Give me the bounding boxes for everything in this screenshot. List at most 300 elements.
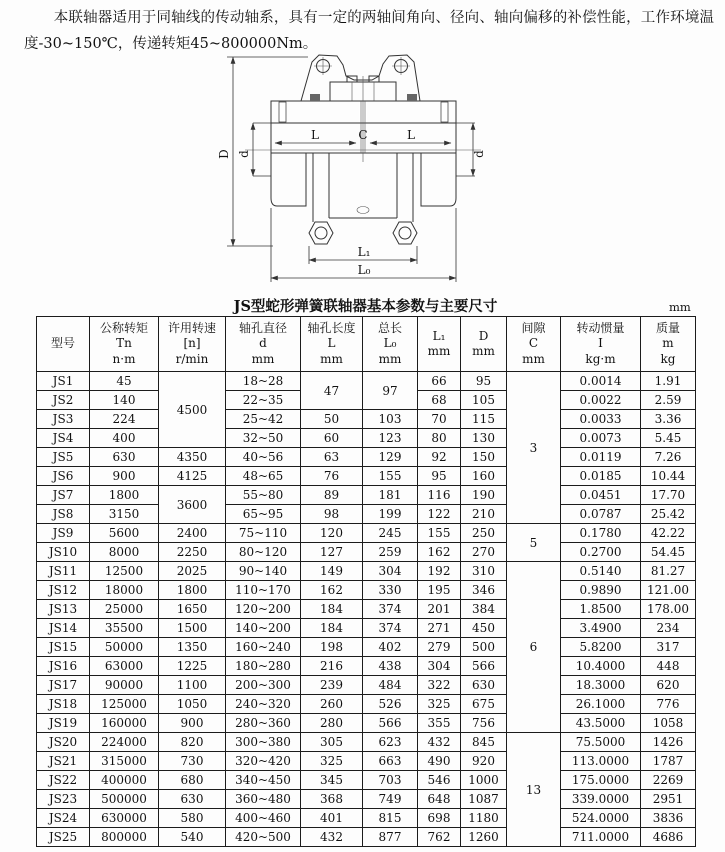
bolt-hole-left-icon [314,57,332,75]
cell-total-len: 623 [363,733,418,752]
cell-model: JS2 [37,391,90,410]
cell-l1: 279 [418,638,461,657]
col-header-inertia: 转动惯量 I kg·m [561,317,641,372]
table-row-JS21 [37,752,696,771]
bolt-hole-right-icon [392,57,410,75]
table-row-JS8 [37,505,696,524]
cell-mass: 2269 [641,771,696,790]
cell-model: JS11 [37,562,90,581]
cell-mass: 448 [641,657,696,676]
cell-model: JS3 [37,410,90,429]
cell-l1: 192 [418,562,461,581]
cell-big-d: 270 [461,543,507,562]
cell-bore-dia: 48~65 [226,467,301,486]
cell-total-len: 438 [363,657,418,676]
cell-total-len: 526 [363,695,418,714]
col-header-model: 型号 [37,317,90,372]
table-row-JS16 [37,657,696,676]
table-row-JS1 [37,372,696,391]
cell-mass: 4686 [641,828,696,847]
cell-mass: 2.59 [641,391,696,410]
cell-bore-dia: 120~200 [226,600,301,619]
bolt-right-icon [393,222,417,244]
cell-big-d: 1260 [461,828,507,847]
table-row-JS18 [37,695,696,714]
cell-big-d: 115 [461,410,507,429]
cell-l1: 355 [418,714,461,733]
col-header-l1: L₁ mm [418,317,461,372]
cell-bore-len: 305 [301,733,363,752]
table-row-JS20 [37,733,696,752]
cell-bore-len: 432 [301,828,363,847]
cell-speed: 580 [159,809,226,828]
cell-inertia: 0.5140 [561,562,641,581]
cell-torque: 35500 [90,619,159,638]
flange-section [271,94,456,123]
cell-big-d: 566 [461,657,507,676]
cell-l1: 66 [418,372,461,391]
table-row-JS24 [37,809,696,828]
cell-big-d: 500 [461,638,507,657]
cell-mass: 1787 [641,752,696,771]
cell-big-d: 675 [461,695,507,714]
col-header-bore-dia: 轴孔直径 d mm [226,317,301,372]
cell-torque: 630000 [90,809,159,828]
cell-big-d: 210 [461,505,507,524]
cell-speed: 1225 [159,657,226,676]
cell-big-d: 845 [461,733,507,752]
cell-torque: 50000 [90,638,159,657]
cell-speed: 2250 [159,543,226,562]
col-header-gap-c: 间隙 C mm [507,317,561,372]
bolt-left-icon [309,222,333,244]
cell-torque: 8000 [90,543,159,562]
cell-torque: 400 [90,429,159,448]
coupling-drawing [213,50,515,288]
cell-torque: 315000 [90,752,159,771]
cell-mass: 7.26 [641,448,696,467]
cell-model: JS16 [37,657,90,676]
cell-torque: 12500 [90,562,159,581]
cell-torque: 500000 [90,790,159,809]
cell-model: JS21 [37,752,90,771]
cell-l1: 162 [418,543,461,562]
cell-inertia: 0.0451 [561,486,641,505]
table-row-JS10 [37,543,696,562]
cell-big-d: 95 [461,372,507,391]
cell-model: JS25 [37,828,90,847]
cell-bore-len: 260 [301,695,363,714]
cell-bore-dia: 40~56 [226,448,301,467]
cell-bore-dia: 320~420 [226,752,301,771]
cell-bore-len: 162 [301,581,363,600]
cell-inertia: 43.5000 [561,714,641,733]
cell-big-d: 130 [461,429,507,448]
cell-mass: 620 [641,676,696,695]
cell-model: JS10 [37,543,90,562]
col-header-bore-len: 轴孔长度 L mm [301,317,363,372]
cell-torque: 140 [90,391,159,410]
cell-l1: 322 [418,676,461,695]
cell-inertia: 18.3000 [561,676,641,695]
cell-bore-dia: 22~35 [226,391,301,410]
header-row [37,317,696,372]
cell-big-d: 105 [461,391,507,410]
cell-l1: 304 [418,657,461,676]
cell-model: JS1 [37,372,90,391]
dim-label-d-left: d [237,150,251,158]
cell-model: JS9 [37,524,90,543]
table-row-JS11 [37,562,696,581]
cell-inertia: 3.4900 [561,619,641,638]
col-header-mass: 质量 m kg [641,317,696,372]
cell-torque: 1800 [90,486,159,505]
cell-total-len: 374 [363,619,418,638]
cell-big-d: 1087 [461,790,507,809]
cell-bore-len: 89 [301,486,363,505]
cell-inertia: 0.0022 [561,391,641,410]
cell-torque: 45 [90,372,159,391]
hub-left [271,153,306,206]
table-title: JS型蛇形弹簧联轴器基本参数与主要尺寸 [233,298,498,315]
cell-l1: 95 [418,467,461,486]
cell-inertia: 0.0185 [561,467,641,486]
cell-l1: 116 [418,486,461,505]
cell-bore-len: 98 [301,505,363,524]
cell-big-d: 630 [461,676,507,695]
cell-bore-dia: 340~450 [226,771,301,790]
cell-total-len: 484 [363,676,418,695]
cell-total-len: 815 [363,809,418,828]
cell-speed: 4500 [159,372,226,448]
dim-d-left [237,123,271,176]
spec-table-head [37,317,696,372]
cell-l1: 762 [418,828,461,847]
cell-bore-dia: 400~460 [226,809,301,828]
cell-model: JS20 [37,733,90,752]
table-row-JS22 [37,771,696,790]
cell-speed: 1100 [159,676,226,695]
cell-bore-dia: 420~500 [226,828,301,847]
cell-inertia: 0.9890 [561,581,641,600]
table-row-JS3 [37,410,696,429]
cell-bore-dia: 180~280 [226,657,301,676]
cell-big-d: 250 [461,524,507,543]
dim-label-L0: L₀ [357,263,371,277]
cell-bore-dia: 110~170 [226,581,301,600]
cell-bore-len: 216 [301,657,363,676]
cell-speed: 1800 [159,581,226,600]
cell-bore-len: 325 [301,752,363,771]
cell-mass: 1426 [641,733,696,752]
cell-bore-len: 401 [301,809,363,828]
cell-total-len: 123 [363,429,418,448]
cell-bore-len: 76 [301,467,363,486]
dim-L1 [309,245,417,264]
cell-l1: 70 [418,410,461,429]
cell-total-len: 199 [363,505,418,524]
cell-l1: 648 [418,790,461,809]
cell-model: JS22 [37,771,90,790]
cell-mass: 776 [641,695,696,714]
cell-bore-dia: 160~240 [226,638,301,657]
table-row-JS25 [37,828,696,847]
cell-speed: 1350 [159,638,226,657]
cell-torque: 224000 [90,733,159,752]
cell-bore-len: 120 [301,524,363,543]
cell-big-d: 190 [461,486,507,505]
cell-total-len: 181 [363,486,418,505]
cell-speed: 680 [159,771,226,790]
cell-gap-c: 6 [507,562,561,733]
cell-total-len: 245 [363,524,418,543]
coupling-diagram [213,50,515,288]
cell-model: JS14 [37,619,90,638]
cell-inertia: 0.1780 [561,524,641,543]
cell-inertia: 10.4000 [561,657,641,676]
cell-big-d: 756 [461,714,507,733]
dim-label-d-right: d [472,150,486,158]
cell-bore-dia: 55~80 [226,486,301,505]
table-row-JS5 [37,448,696,467]
cell-speed: 3600 [159,486,226,524]
cell-l1: 80 [418,429,461,448]
cell-inertia: 0.0014 [561,372,641,391]
cell-l1: 92 [418,448,461,467]
cell-model: JS18 [37,695,90,714]
table-row-JS6 [37,467,696,486]
cell-l1: 201 [418,600,461,619]
cell-l1: 325 [418,695,461,714]
cell-mass: 81.27 [641,562,696,581]
cell-big-d: 346 [461,581,507,600]
cell-l1: 271 [418,619,461,638]
cell-torque: 800000 [90,828,159,847]
dim-label-L1: L₁ [357,245,371,259]
unit-note: mm [669,300,691,314]
cell-mass: 3.36 [641,410,696,429]
cell-bore-dia: 360~480 [226,790,301,809]
cell-inertia: 0.2700 [561,543,641,562]
cell-torque: 18000 [90,581,159,600]
cell-mass: 3836 [641,809,696,828]
cell-bore-dia: 65~95 [226,505,301,524]
cell-bore-len: 368 [301,790,363,809]
cell-torque: 125000 [90,695,159,714]
cell-torque: 3150 [90,505,159,524]
cell-model: JS23 [37,790,90,809]
guide-columns [313,153,413,222]
cell-inertia: 0.0119 [561,448,641,467]
cell-inertia: 5.8200 [561,638,641,657]
cell-inertia: 0.0033 [561,410,641,429]
cell-bore-len: 198 [301,638,363,657]
cell-gap-c: 13 [507,733,561,847]
cell-mass: 5.45 [641,429,696,448]
cell-inertia: 26.1000 [561,695,641,714]
cell-inertia: 175.0000 [561,771,641,790]
col-header-speed: 许用转速 [n] r/min [159,317,226,372]
cell-mass: 121.00 [641,581,696,600]
cell-l1: 195 [418,581,461,600]
dim-LCL [275,128,451,143]
cell-mass: 234 [641,619,696,638]
cell-speed: 4350 [159,448,226,467]
table-row-JS19 [37,714,696,733]
cell-bore-len: 239 [301,676,363,695]
cell-big-d: 1180 [461,809,507,828]
cell-mass: 1058 [641,714,696,733]
cell-mass: 178.00 [641,600,696,619]
cell-big-d: 160 [461,467,507,486]
cell-mass: 10.44 [641,467,696,486]
cell-inertia: 711.0000 [561,828,641,847]
col-header-total-len: 总长 L₀ mm [363,317,418,372]
cell-total-len: 97 [363,372,418,410]
cell-l1: 68 [418,391,461,410]
col-header-big-d: D mm [461,317,507,372]
cell-speed: 1650 [159,600,226,619]
cell-speed: 1500 [159,619,226,638]
cell-speed: 730 [159,752,226,771]
cell-total-len: 703 [363,771,418,790]
cell-torque: 90000 [90,676,159,695]
table-row-JS7 [37,486,696,505]
col-header-torque: 公称转矩 Tn n·m [90,317,159,372]
cell-total-len: 129 [363,448,418,467]
cell-speed: 2400 [159,524,226,543]
cell-bore-len: 127 [301,543,363,562]
hub-right [421,153,456,206]
cell-torque: 5600 [90,524,159,543]
cell-mass: 54.45 [641,543,696,562]
cell-bore-len: 47 [301,372,363,410]
cell-bore-len: 280 [301,714,363,733]
cell-bore-dia: 240~320 [226,695,301,714]
cell-speed: 4125 [159,467,226,486]
cell-torque: 400000 [90,771,159,790]
dim-label-C: C [358,128,368,142]
cell-big-d: 920 [461,752,507,771]
spec-table [36,316,696,847]
table-row-JS15 [37,638,696,657]
spec-table-body [37,372,696,847]
cell-bore-dia: 280~360 [226,714,301,733]
cell-mass: 42.22 [641,524,696,543]
cell-total-len: 566 [363,714,418,733]
cell-bore-dia: 90~140 [226,562,301,581]
dim-d-right [456,123,486,176]
cell-l1: 155 [418,524,461,543]
cell-bore-dia: 80~120 [226,543,301,562]
cell-model: JS6 [37,467,90,486]
cell-l1: 546 [418,771,461,790]
cell-bore-len: 149 [301,562,363,581]
cell-speed: 1050 [159,695,226,714]
cell-bore-len: 184 [301,600,363,619]
cell-bore-len: 184 [301,619,363,638]
table-row-JS14 [37,619,696,638]
dim-D [217,57,308,246]
table-row-JS17 [37,676,696,695]
cell-bore-dia: 18~28 [226,372,301,391]
cell-bore-len: 345 [301,771,363,790]
cell-inertia: 1.8500 [561,600,641,619]
cell-inertia: 113.0000 [561,752,641,771]
cell-bore-dia: 300~380 [226,733,301,752]
table-row-JS4 [37,429,696,448]
cell-gap-c: 5 [507,524,561,562]
cell-speed: 820 [159,733,226,752]
cell-big-d: 384 [461,600,507,619]
cell-total-len: 402 [363,638,418,657]
cell-model: JS15 [37,638,90,657]
cell-total-len: 877 [363,828,418,847]
cell-total-len: 330 [363,581,418,600]
cell-total-len: 259 [363,543,418,562]
cell-inertia: 0.0787 [561,505,641,524]
cell-bore-len: 50 [301,410,363,429]
cell-total-len: 155 [363,467,418,486]
table-row-JS13 [37,600,696,619]
cell-bore-dia: 25~42 [226,410,301,429]
caption-row [36,295,695,316]
cell-big-d: 150 [461,448,507,467]
cell-l1: 490 [418,752,461,771]
cell-speed: 900 [159,714,226,733]
cell-torque: 25000 [90,600,159,619]
cell-total-len: 103 [363,410,418,429]
cell-speed: 2025 [159,562,226,581]
dim-label-L-right: L [407,128,415,142]
cell-model: JS8 [37,505,90,524]
table-row-JS9 [37,524,696,543]
dim-label-D: D [217,149,231,159]
cell-model: JS24 [37,809,90,828]
table-row-JS23 [37,790,696,809]
cell-mass: 2951 [641,790,696,809]
cell-model: JS7 [37,486,90,505]
cell-gap-c: 3 [507,372,561,524]
cell-total-len: 304 [363,562,418,581]
cell-bore-dia: 200~300 [226,676,301,695]
cell-model: JS17 [37,676,90,695]
cell-mass: 25.42 [641,505,696,524]
cell-mass: 1.91 [641,372,696,391]
cell-torque: 160000 [90,714,159,733]
cell-big-d: 1000 [461,771,507,790]
cell-torque: 63000 [90,657,159,676]
cell-model: JS4 [37,429,90,448]
cell-torque: 224 [90,410,159,429]
cell-inertia: 339.0000 [561,790,641,809]
cell-total-len: 663 [363,752,418,771]
table-row-JS12 [37,581,696,600]
cell-big-d: 450 [461,619,507,638]
cell-bore-len: 63 [301,448,363,467]
cell-model: JS19 [37,714,90,733]
cell-bore-len: 60 [301,429,363,448]
cell-model: JS5 [37,448,90,467]
dim-label-L-left: L [311,128,319,142]
cell-l1: 698 [418,809,461,828]
cell-model: JS13 [37,600,90,619]
cell-bore-dia: 32~50 [226,429,301,448]
cell-model: JS12 [37,581,90,600]
cell-torque: 630 [90,448,159,467]
cell-total-len: 749 [363,790,418,809]
cell-inertia: 524.0000 [561,809,641,828]
